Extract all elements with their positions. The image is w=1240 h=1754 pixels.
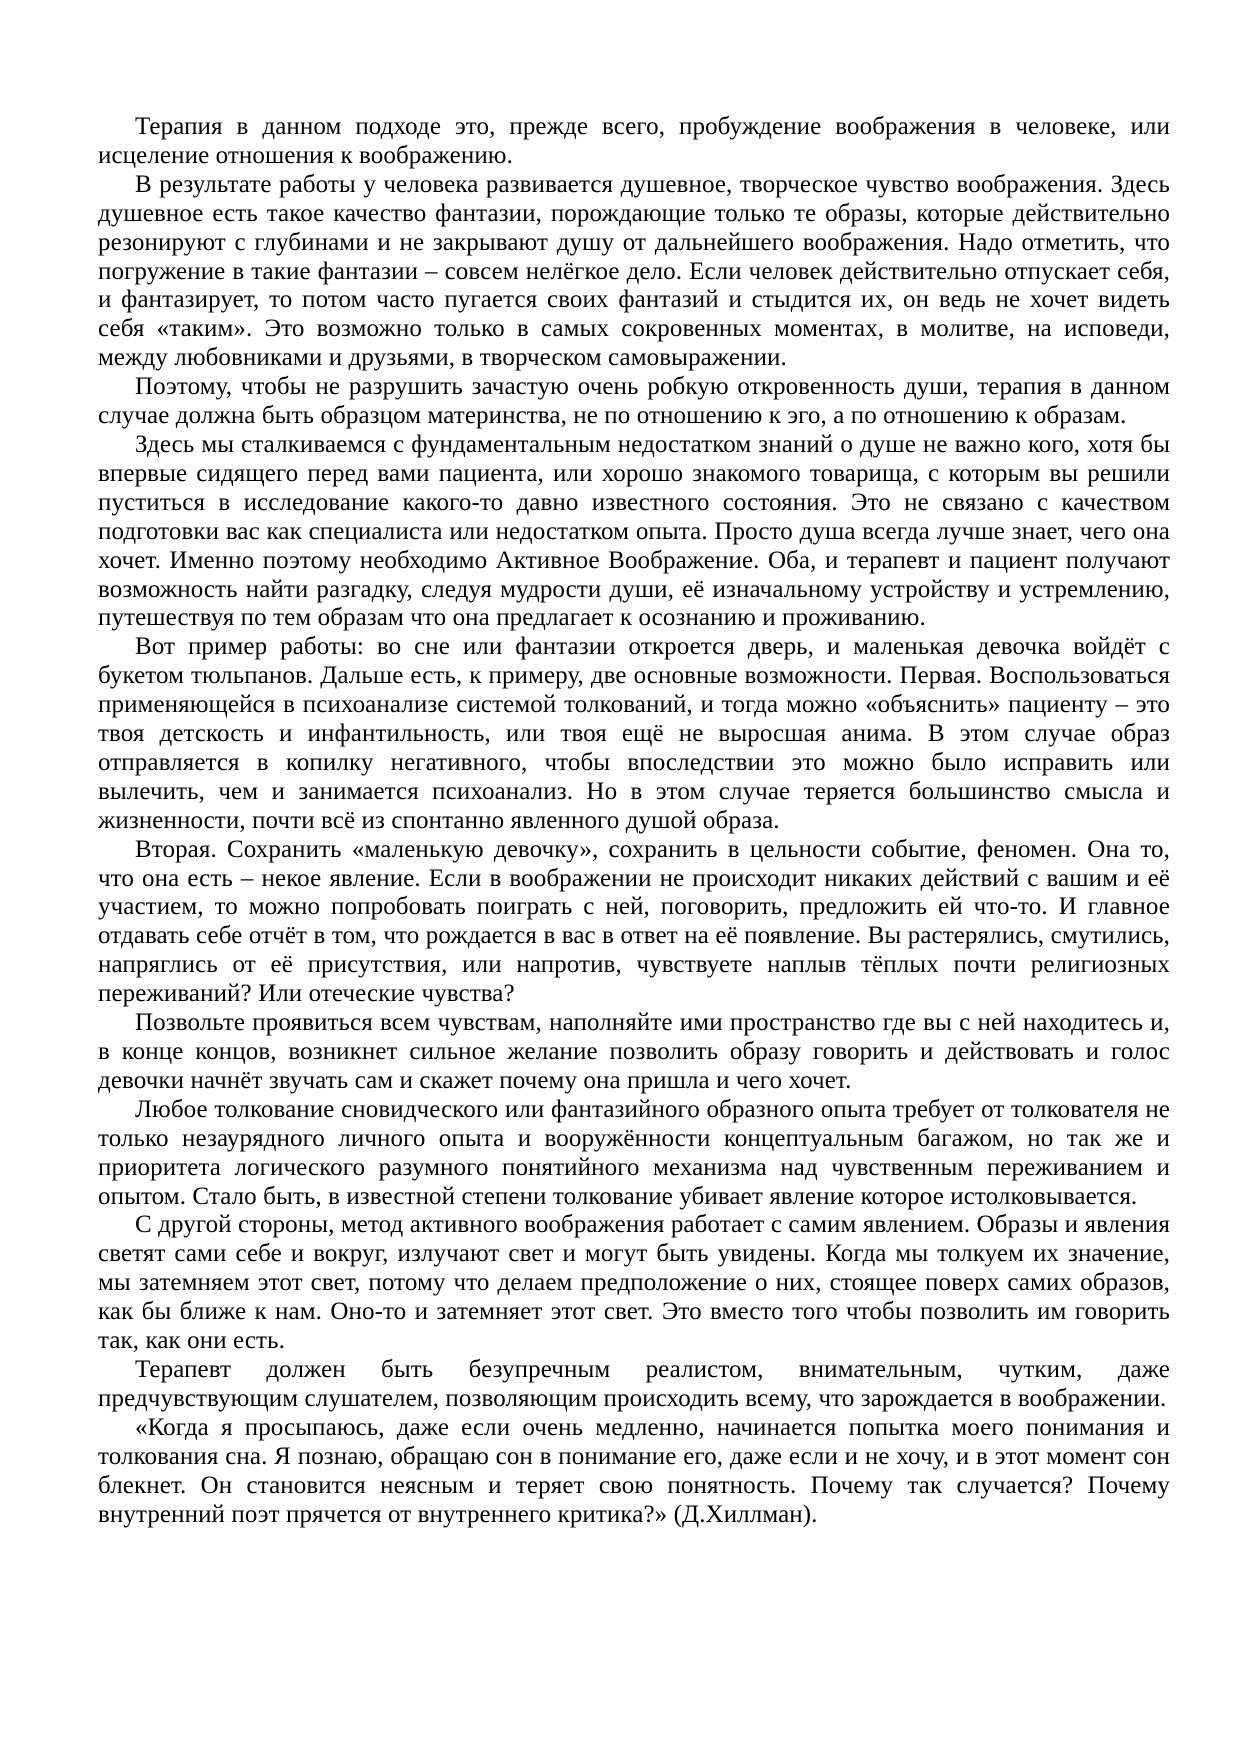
paragraph-example-first-option: Вот пример работы: во сне или фантазии откроется дверь, и маленькая девочка войдёт с букетом тюльпанов. Дальше есть, к примеру, две основные возможности. Первая. Воспользоваться применяющейся в психоанализе системой толкований, и тогда можно «объяснить» пациенту – это твоя детскость и инфантильность, или твоя ещё не выросшая анима. В этом случае образ отправляется в копилку негативного, чтобы впоследствии это можно было исправить или вылечить, чем и занимается психоанализ. Но в этом случае теряется большинство смысла и жизненности, почти всё из спонтанно явленного душой образа.	[98, 633, 1170, 834]
paragraph-therapist-realist: Терапевт должен быть безупречным реалистом, внимательным, чутким, даже предчувствующим слушателем, позволяющим происходить всему, что зарождается в воображении.	[98, 1355, 1170, 1412]
paragraph-lack-of-knowledge: Здесь мы сталкиваемся с фундаментальным недостатком знаний о душе не важно кого, хотя бы впервые сидящего перед вами пациента, или хорошо знакомого товарища, с которым вы решили пуститься в исследование какого-то давно известного состояния. Это не связано с качеством подготовки вас как специалиста или недостатком опыта. Просто душа всегда лучше знает, чего она хочет. Именно поэтому необходимо Активное Воображение. Оба, и терапевт и пациент получают возможность найти разгадку, следуя мудрости души, её изначальному устройству и устремлению, путешествуя по тем образам что она предлагает к осознанию и проживанию.	[98, 430, 1170, 632]
paragraph-images-shine: С другой стороны, метод активного воображения работает с самим явлением. Образы и явления светят сами себе и вокруг, излучают свет и могут быть увидены. Когда мы толкуем их значение, мы затемняем этот свет, потому что делаем предположение о них, стоящее поверх самих образов, как бы ближе к нам. Оно-то и затемняет этот свет. Это вместо того чтобы позволить им говорить так, как они есть.	[98, 1211, 1170, 1355]
document-body-text	[98, 113, 1170, 1529]
paragraph-second-option: Вторая. Сохранить «маленькую девочку», сохранить в цельности событие, феномен. Она то, что она есть – некое явление. Если в воображении не происходит никаких действий с вашим и её участием, то можно попробовать поиграть с ней, поговорить, предложить ей что-то. И главное отдавать себе отчёт в том, что рождается в вас в ответ на её появление. Вы растерялись, смутились, напряглись от её присутствия, или напротив, чувствуете наплыв тёплых почти религиозных переживаний? Или отеческие чувства?	[98, 835, 1170, 1008]
paragraph-interpretation-requirements: Любое толкование сновидческого или фантазийного образного опыта требует от толкователя не только незаурядного личного опыта и вооружённости концептуальным багажом, но так же и приоритета логического разумного понятийного механизма над чувственным переживанием и опытом. Стало быть, в известной степени толкование убивает явление которое истолковывается.	[98, 1095, 1170, 1210]
paragraph-motherhood-model: Поэтому, чтобы не разрушить зачастую очень робкую откровенность души, терапия в данном случае должна быть образцом материнства, не по отношению к эго, а по отношению к образам.	[98, 373, 1170, 430]
paragraph-therapy-intro: Терапия в данном подходе это, прежде всего, пробуждение воображения в человеке, или исцеление отношения к воображению.	[98, 113, 1170, 169]
paragraph-hillman-quote: «Когда я просыпаюсь, даже если очень медленно, начинается попытка моего понимания и толкования сна. Я познаю, обращаю сон в понимание его, даже если и не хочу, и в этот момент сон блекнет. Он становится неясным и теряет свою понятность. Почему так случается? Почему внутренний поэт прячется от внутреннего критика?» (Д.Хиллман).	[98, 1413, 1170, 1528]
paragraph-result-of-work: В результате работы у человека развивается душевное, творческое чувство воображения. Здесь душевное есть такое качество фантазии, порождающие только те образы, которые действительно резонируют с глубинами и не закрывают душу от дальнейшего воображения. Надо отметить, что погружение в такие фантазии – совсем нелёгкое дело. Если человек действительно отпускает себя, и фантазирует, то потом часто пугается своих фантазий и стыдится их, он ведь не хочет видеть себя «таким». Это возможно только в самых сокровенных моментах, в молитве, на исповеди, между любовниками и друзьями, в творческом самовыражении.	[98, 170, 1170, 372]
paragraph-allow-feelings: Позвольте проявиться всем чувствам, наполняйте ими пространство где вы с ней находитесь и, в конце концов, возникнет сильное желание позволить образу говорить и действовать и голос девочки начнёт звучать сам и скажет почему она пришла и чего хочет.	[98, 1009, 1170, 1094]
